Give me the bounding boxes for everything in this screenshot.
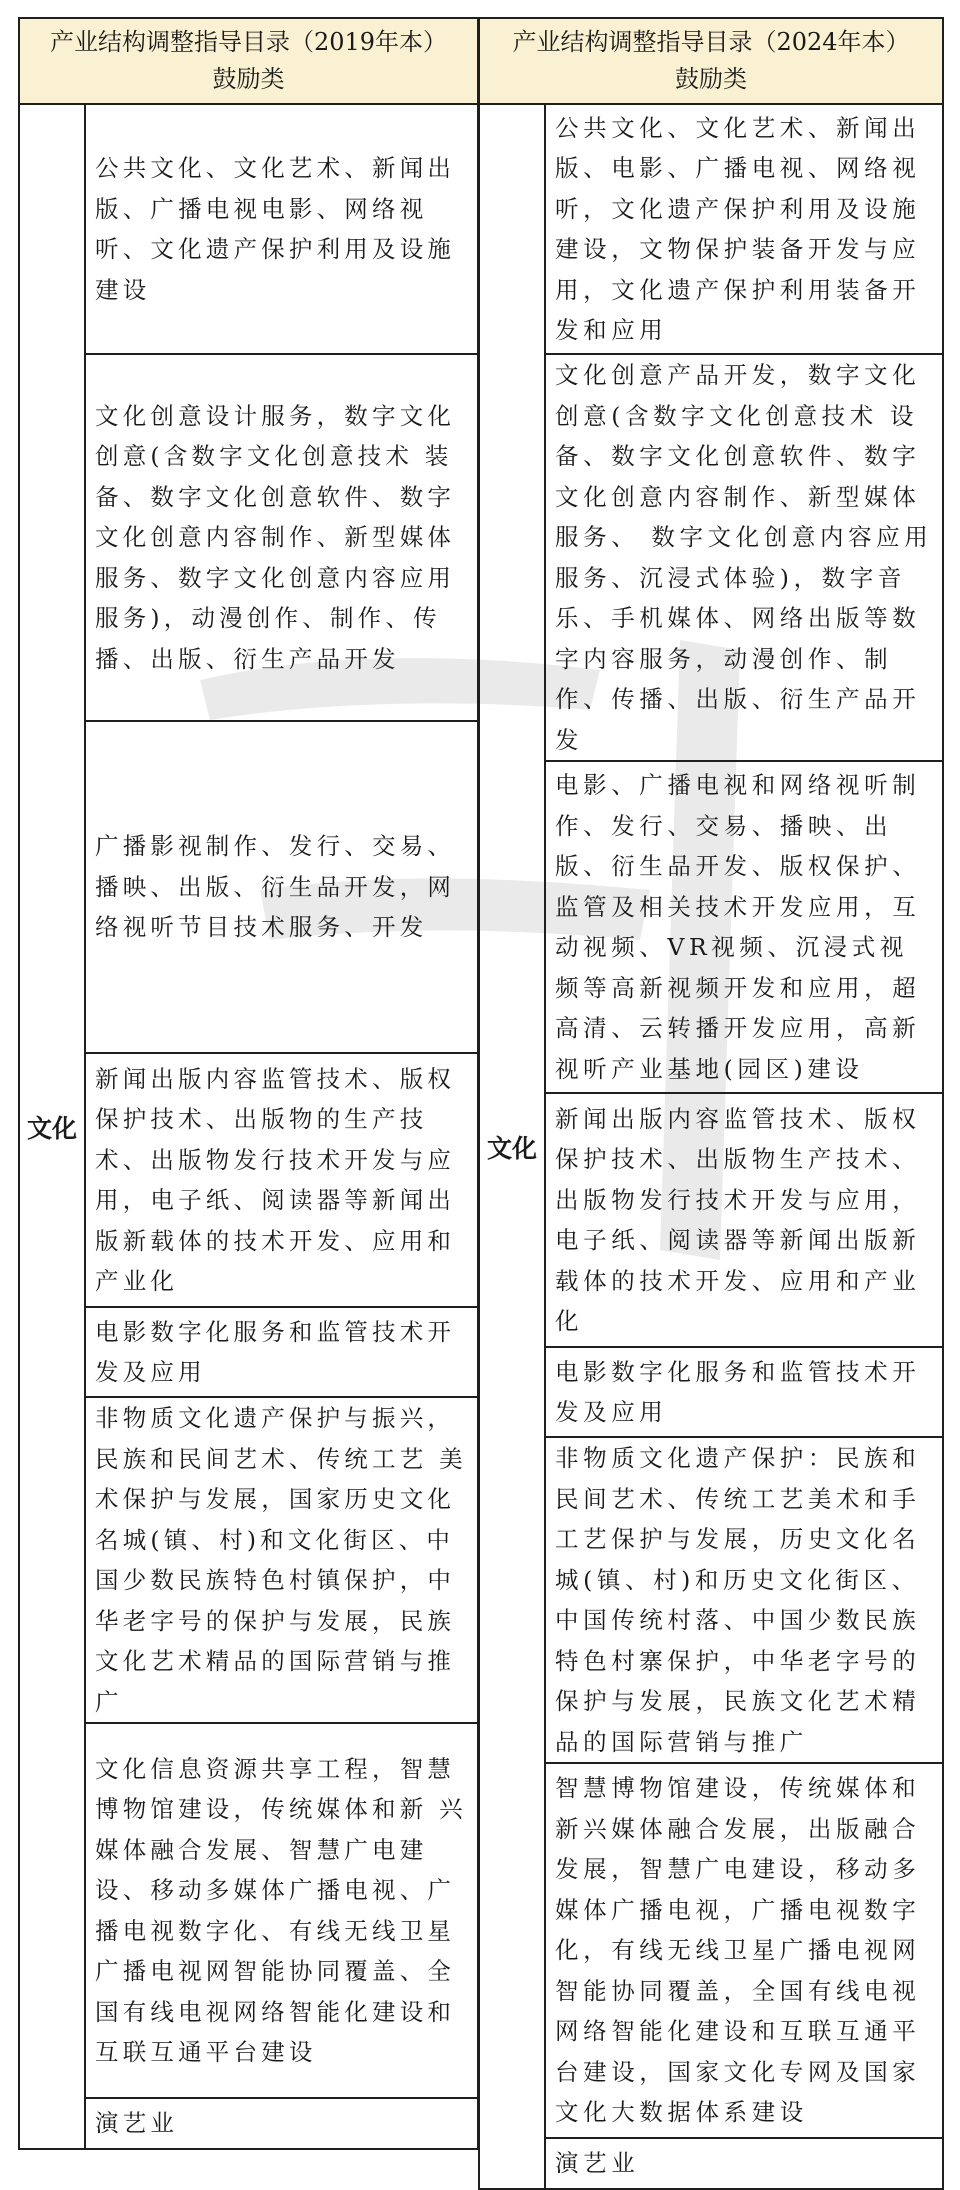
table-row: 智慧博物馆建设，传统媒体和新兴媒体融合发展，出版融合发展，智慧广电建设，移动多媒体广播电视，广播电视数字化，有线无线卫星广播电视网智能协同覆盖，全国有线电视网络智能化建设和互联互通平台建设，国家文化专网及国家文化大数据体系建设 [545,1763,943,2138]
category-cell-2024: 文化 [479,104,545,2189]
table-row: 文化信息资源共享工程，智慧博物馆建设，传统媒体和新 兴媒体融合发展、智慧广电建设、移动多媒体广播电视、广播电视数字化、有线无线卫星广播电视网智能协同覆盖、全国有线电视网络智能化建设和互联互通平台建设 [85,1723,478,2098]
table-row: 演艺业 [85,2098,478,2149]
header-title-2024: 产业结构调整指导目录（2024年本） [512,28,910,56]
header-subtitle-2024: 鼓励类 [675,65,747,93]
table-row: 电影、广播电视和网络视听制作、发行、交易、播映、出版、衍生品开发、版权保护、监管及相关技术开发应用，互动视频、VR视频、沉浸式视频等高新视频开发和应用，超高清、云转播开发应用，高新视听产业基地(园区)建设 [545,761,943,1093]
table-2024 [478,17,944,2190]
table-row: 文化创意产品开发，数字文化创意(含数字文化创意技术 设备、数字文化创意软件、数字文化创意内容制作、新型媒体服务、 数字文化创意内容应用服务、沉浸式体验)，数字音乐、手机媒体、网络出版等数字内容服务，动漫创作、制作、传播、出版、衍生产品开发 [545,354,943,761]
table-row: 电影数字化服务和监管技术开发及应用 [545,1347,943,1437]
table-row: 文化创意设计服务，数字文化创意(含数字文化创意技术 装备、数字文化创意软件、数字文化创意内容制作、新型媒体服务、数字文化创意内容应用服务)，动漫创作、制作、传播、出版、衍生产品开发 [85,354,478,721]
table-row: 新闻出版内容监管技术、版权保护技术、出版物的生产技术、出版物发行技术开发与应用，电子纸、阅读器等新闻出版新载体的技术开发、应用和产业化 [85,1053,478,1307]
table-row: 电影数字化服务和监管技术开发及应用 [85,1307,478,1397]
table-row: 演艺业 [545,2138,943,2189]
category-cell-2019: 文化 [19,104,85,2149]
table-row: 公共文化、文化艺术、新闻出版、电影、广播电视、网络视听，文化遗产保护利用及设施建设，文物保护装备开发与应用，文化遗产保护利用装备开发和应用 [545,104,943,354]
table-row: 新闻出版内容监管技术、版权保护技术、出版物生产技术、出版物发行技术开发与应用，电子纸、阅读器等新闻出版新载体的技术开发、应用和产业化 [545,1093,943,1347]
table-row: 非物质文化遗产保护：民族和民间艺术、传统工艺美术和手工艺保护与发展，历史文化名城(镇、村)和历史文化街区、中国传统村落、中国少数民族特色村寨保护，中华老字号的保护与发展，民族文化艺术精品的国际营销与推广 [545,1437,943,1763]
table-header-2024 [479,18,943,104]
table-row: 公共文化、文化艺术、新闻出版、广播电视电影、网络视听、文化遗产保护利用及设施建设 [85,104,478,354]
header-title-2019: 产业结构调整指导目录（2019年本） [49,28,448,56]
header-subtitle-2019: 鼓励类 [212,65,285,93]
table-2019 [18,17,479,2150]
table-header-2019 [19,18,478,104]
table-row: 非物质文化遗产保护与振兴，民族和民间艺术、传统工艺 美术保护与发展，国家历史文化名城(镇、村)和文化街区、中国少数民族特色村镇保护，中华老字号的保护与发展，民族文化艺术精品的国际营销与推广 [85,1397,478,1723]
table-row: 广播影视制作、发行、交易、播映、出版、衍生品开发，网络视听节目技术服务、开发 [85,721,478,1053]
